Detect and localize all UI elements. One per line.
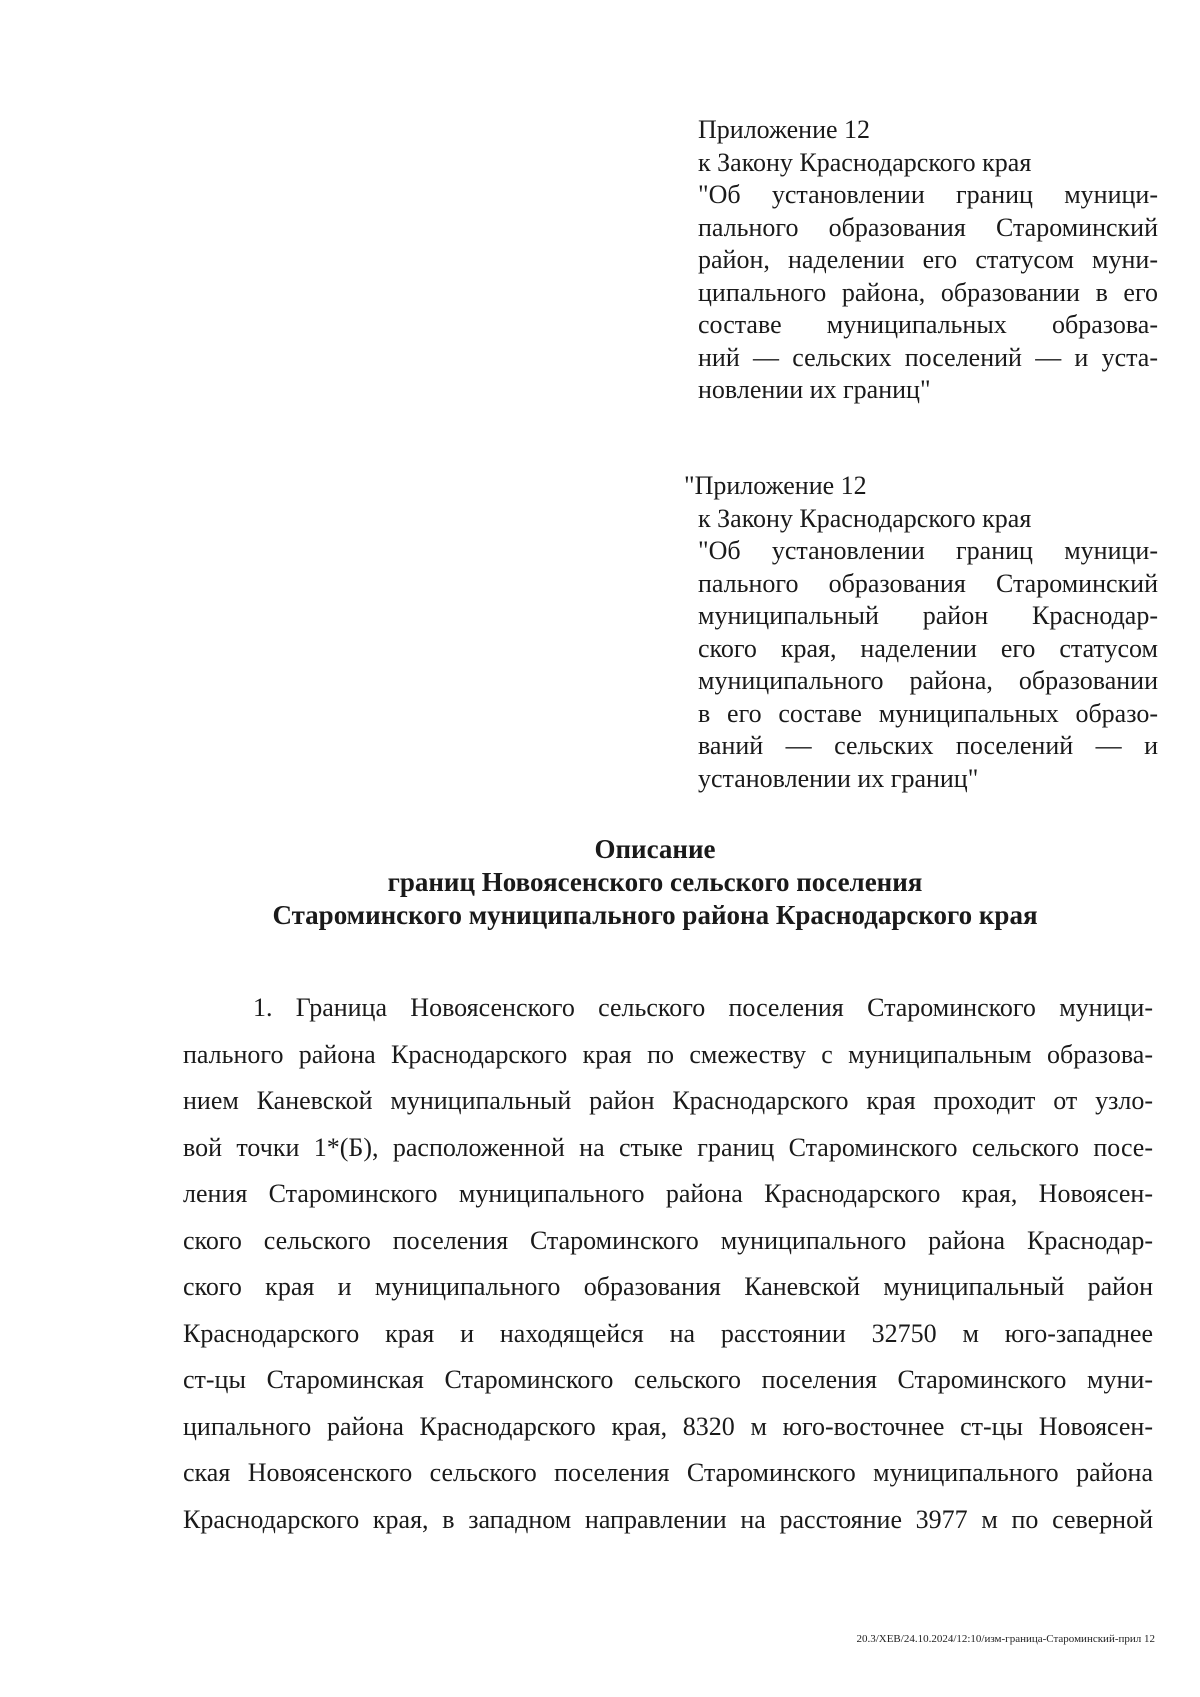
appendix-line: "Приложение 12: [684, 471, 867, 500]
body-line: вой точки 1*(Б), расположенной на стыке границ Староминского сельского посе-: [183, 1132, 1153, 1162]
appendix-line: ципального района, образовании в его: [698, 277, 1158, 307]
appendix-line: район, наделении его статусом муни-: [698, 245, 1158, 274]
appendix-line: пального образования Староминский: [698, 212, 1158, 242]
footer-file-reference: 20.3/ХЕВ/24.10.2024/12:10/изм-граница-Староминский-прил 12: [856, 1633, 1155, 1645]
appendix-line: ваний — сельских поселений — и: [698, 731, 1158, 760]
appendix-line: в его составе муниципальных образо-: [698, 698, 1158, 728]
appendix-line: новлении их границ": [698, 375, 931, 404]
appendix-line: ского края, наделении его статусом: [698, 633, 1158, 663]
body-line: нием Каневской муниципальный район Краснодарского края проходит от узло-: [183, 1086, 1153, 1115]
appendix-new-heading: [684, 470, 1158, 795]
appendix-line: к Закону Краснодарского края: [698, 503, 1032, 533]
body-line: ст-цы Староминская Староминского сельского поселения Староминского муни-: [183, 1365, 1153, 1394]
title-line: границ Новоясенского сельского поселения: [387, 867, 923, 897]
appendix-line: "Об установлении границ муници-: [698, 536, 1158, 565]
appendix-line: ний — сельских поселений — и уста-: [698, 342, 1158, 372]
appendix-line: муниципального района, образовании: [698, 666, 1158, 695]
appendix-line: муниципальный район Краснодар-: [698, 601, 1158, 630]
body-line: Краснодарского края и находящейся на расстоянии 32750 м юго-западнее: [183, 1318, 1153, 1348]
body-line: Краснодарского края, в западном направлении на расстояние 3977 м по северной: [183, 1504, 1153, 1534]
appendix-line: пального образования Староминский: [698, 568, 1158, 598]
body-paragraph: [183, 985, 1153, 1543]
body-line: ская Новоясенского сельского поселения Староминского муниципального района: [183, 1458, 1153, 1487]
appendix-line: к Закону Краснодарского края: [698, 147, 1032, 177]
body-line: ципального района Краснодарского края, 8320 м юго-восточнее ст-цы Новоясен-: [183, 1411, 1153, 1441]
appendix-line: Приложение 12: [698, 115, 871, 144]
body-line: ского сельского поселения Староминского муниципального района Краснодар-: [183, 1225, 1153, 1255]
title-line: Староминского муниципального района Краснодарского края: [272, 900, 1038, 930]
body-line: пального района Краснодарского края по смежеству с муниципальным образова-: [183, 1039, 1153, 1069]
appendix-line: "Об установлении границ муници-: [698, 180, 1158, 209]
appendix-line: установлении их границ": [698, 763, 979, 793]
body-line: 1. Граница Новоясенского сельского поселения Староминского муници-: [253, 993, 1153, 1022]
body-line: ского края и муниципального образования Каневской муниципальный район: [183, 1272, 1153, 1301]
document-title: [120, 833, 1190, 932]
appendix-line: составе муниципальных образова-: [698, 310, 1158, 339]
title-line: Описание: [594, 834, 716, 864]
appendix-current-heading: [698, 114, 1158, 407]
body-line: ления Староминского муниципального района Краснодарского края, Новоясен-: [183, 1179, 1153, 1208]
